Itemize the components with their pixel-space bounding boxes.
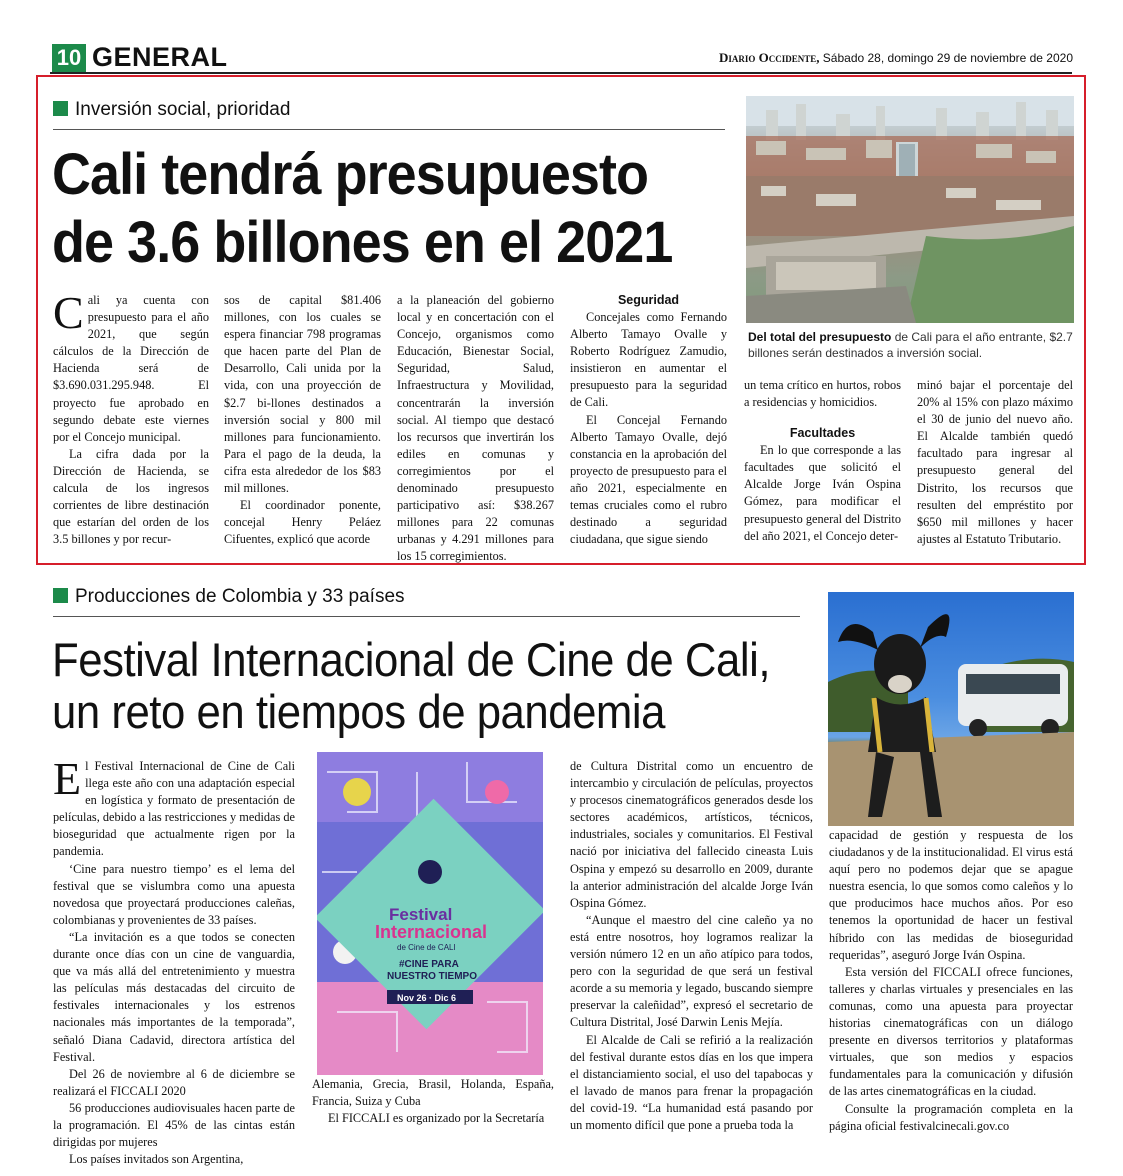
article1-kicker-text: Inversión social, prioridad (75, 99, 291, 120)
dropcap: C (53, 287, 84, 338)
dropcap: E (53, 753, 82, 804)
paragraph: sos de capital $81.406 millones, con los cuales se espera financiar 798 programas que hacen parte del Plan de Desarrollo, Cali unida por la vida, con una proyección de $2.7 bi-llones destinados a inversión social y 800 mil millones para funcionamiento. Para el pago de la deuda, la cifra esta alrededor de los $83 mil millones. (224, 293, 381, 496)
publication-date: Sábado 28, domingo 29 de noviembre de 2020 (819, 51, 1073, 65)
festival-poster (317, 752, 543, 1075)
poster-title-3: de Cine de CALI (397, 943, 456, 952)
page-number: 10 (52, 44, 86, 72)
paragraph: 56 producciones audiovisuales hacen parte de la programación. El 45% de las cintas están dirigidas por mujeres (53, 1100, 295, 1150)
article1-column-1 (53, 287, 209, 548)
paragraph: Del 26 de noviembre al 6 de diciembre se realizará el FICCALI 2020 (53, 1066, 295, 1098)
kicker-rule (53, 616, 800, 617)
poster-title-2: Internacional (375, 922, 488, 942)
paragraph: capacidad de gestión y respuesta de los ciudadanos y de la institucionalidad. El virus está aquí pero no podemos dejar que se apague nuestra esencia, lo que somos como caleños y lo que producimos hace muchos años. Por eso tenemos la oportunidad de hacer un festival híbrido con las medidas de bioseguridad requeridas”, aseguró Jorge Iván Ospina. (829, 828, 1073, 962)
bull-costume-photo (828, 592, 1074, 826)
caption-text: de Cali para el año entrante, $2.7 billones serán destinados a inversión social. (748, 330, 1073, 360)
poster-slogan-1: #CINE PARA (399, 959, 459, 970)
subheading-seguridad: Seguridad (617, 293, 680, 307)
article2-column-2 (312, 1076, 554, 1127)
section-title: GENERAL (92, 42, 228, 72)
paragraph: La cifra dada por la Dirección de Hacienda, se calcula de los ingresos corrientes de libre destinación que estarían del orden de los 3.5 billones y por recur- (53, 446, 209, 547)
article1-kicker (53, 98, 290, 122)
article2-column-1 (53, 753, 295, 1168)
paragraph: Concejales como Fernando Alberto Tamayo Ovalle y Roberto Rodríguez Zamudio, insistieron en aumentar el presupuesto para la seguridad de Cali. (570, 310, 727, 410)
article1-headline-line1: Cali tendrá presupuesto (52, 142, 649, 207)
poster-dates: Nov 26 · Dic 6 (397, 993, 457, 1003)
article1-column-2 (224, 292, 381, 548)
poster-artwork (317, 752, 543, 1075)
article1-column-3 (397, 292, 554, 566)
kicker-square-icon (53, 101, 68, 116)
paragraph: minó bajar el porcentaje del 20% al 15% con plazo máximo el 30 de junio del nuevo año. El Alcalde también quedó facultado para ingresar al presupuesto general del Distrito, los recursos que resulten del empréstito por $650 mil millones y hacer ajustes al Estatuto Tributario. (917, 378, 1073, 546)
kicker-square-icon (53, 588, 68, 603)
article1-column-4 (570, 292, 727, 548)
article1-caption (748, 329, 1073, 361)
poster-slogan-2: NUESTRO TIEMPO (387, 971, 478, 982)
paragraph: “Aunque el maestro del cine caleño ya no está entre nosotros, hoy logramos realizar la versión número 12 en un año atípico para todos, pero con la seguridad de que será un festival acorde a su memoria y legado, buscando siempre preservar la caleñidad”, expresó el secretario de Cultura Distrital, José Darwin Lenis Mejía. (570, 912, 813, 1030)
paragraph: un tema crítico en hurtos, robos a residencias y homicidios. (744, 378, 901, 410)
paragraph: Esta versión del FICCALI ofrece funciones, talleres y charlas virtuales y presenciales en las comunas, como una apuesta para proyectar historias cinematográficas con un diálogo presente en diversos territorios y plataformas virtuales, que son medios y espacios fundamentales para la comunicación y difusión de las artes cinematográficas en la ciudad. (829, 964, 1073, 1099)
header-rule (50, 72, 1072, 74)
paper-name: Diario Occidente, (718, 50, 820, 65)
caption-bold: Del total del presupuesto (748, 330, 892, 344)
paragraph: En lo que corresponde a las facultades que solicitó el Alcalde Jorge Iván Ospina Gómez, para modificar el presupuesto general del Distrito del año 2021, el Concejo deter- (744, 443, 901, 543)
paragraph: Los países invitados son Argentina, (69, 1152, 244, 1167)
dateline (719, 50, 1073, 66)
article1-column-6 (917, 377, 1073, 548)
paragraph: Alemania, Grecia, Brasil, Holanda, España, Francia, Suiza y Cuba (312, 1077, 554, 1109)
paragraph: de Cultura Distrital como un encuentro de intercambio y circulación de películas, proyectos y procesos cinematográficos generados desde los sectores académicos, artísticos, técnicos, industriales, sociales y comunitarios. El Festival nació por iniciativa del fallecido cineasta Luis Ospina y empezó su desarrollo en 2009, durante la anterior administración del alcalde Jorge Iván Ospina Gómez. (570, 759, 813, 910)
city-aerial-illustration (746, 96, 1074, 323)
paragraph: El Alcalde de Cali se refirió a la realización del festival durante estos días en los que impera el distanciamiento social, el uso del tapabocas y el lavado de manos para frenar la propagación del covid-19. “La humanidad está pasando por un momento difícil que pone a prueba toda la (570, 1032, 813, 1132)
paragraph: El FICCALI es organizado por la Secretaría (328, 1111, 545, 1126)
city-aerial-photo (746, 96, 1074, 323)
article2-kicker-text: Producciones de Colombia y 33 países (75, 586, 405, 607)
paragraph: El Concejal Fernando Alberto Tamayo Ovalle, dejó constancia en la aprobación del proyecto de presupuesto para el año 2021, especialmente en temas cruciales como el rubro destinado a seguridad ciudadana, que sigue siendo (570, 412, 727, 547)
poster-title-1: Festival (389, 905, 453, 924)
article1-column-5 (744, 377, 901, 545)
paragraph: “La invitación es a que todos se conecten durante once días con un cine de vanguardia, que va más allá del entretenimiento y muestra las películas más destacadas del circuito de festivales internacionales y los estrenos nacionales más importantes de la temporada”, señaló Diana Cadavid, directora artística del Festival. (53, 929, 295, 1064)
paragraph: El coordinador ponente, concejal Henry Peláez Cifuentes, explicó que acorde (224, 498, 381, 547)
article1-headline-line2: de 3.6 billones en el 2021 (52, 210, 673, 275)
article2-kicker (53, 585, 405, 609)
paragraph: ali ya cuenta con presupuesto para el año 2021, que según cálculos de la Dirección de Hacienda será de $3.690.031.295.948. El proyecto fue aprobado en segundo debate este viernes por el Concejo municipal. (53, 293, 209, 444)
bull-costume-illustration (828, 592, 1074, 826)
article2-headline-line2: un reto en tiempos de pandemia (52, 685, 665, 738)
subheading-facultades: Facultades (789, 426, 856, 441)
paragraph: ‘Cine para nuestro tiempo’ es el lema del festival que se vislumbra como una apuesta novedosa que proyectará producciones caleñas, colombianas y provenientes de 33 países. (53, 861, 295, 927)
paragraph: Consulte la programación completa en la página oficial festivalcinecali.gov.co (829, 1101, 1073, 1133)
kicker-rule (53, 129, 725, 130)
article2-headline-line1: Festival Internacional de Cine de Cali, (52, 633, 771, 686)
paragraph: l Festival Internacional de Cine de Cali llega este año con una adaptación especial en logística y formato de presentación de películas, debido a las restricciones y medidas de bioseguridad que actualmente rigen por la pandemia. (53, 759, 295, 859)
article2-column-4 (829, 827, 1073, 1135)
article2-column-3 (570, 758, 813, 1134)
paragraph: a la planeación del gobierno local y en concertación con el Concejo, organismos como Educación, Bienestar Social, Seguridad, Salud, Infraestructura y Movilidad, concentrarán la inversión social. Al tiempo que destacó los recursos que invertirán los ediles en comunas y corregimientos por el denominado presupuesto participativo así: $38.267 millones para 22 comunas urbanas y 4.291 millones para los 15 corregimientos. (397, 293, 554, 564)
